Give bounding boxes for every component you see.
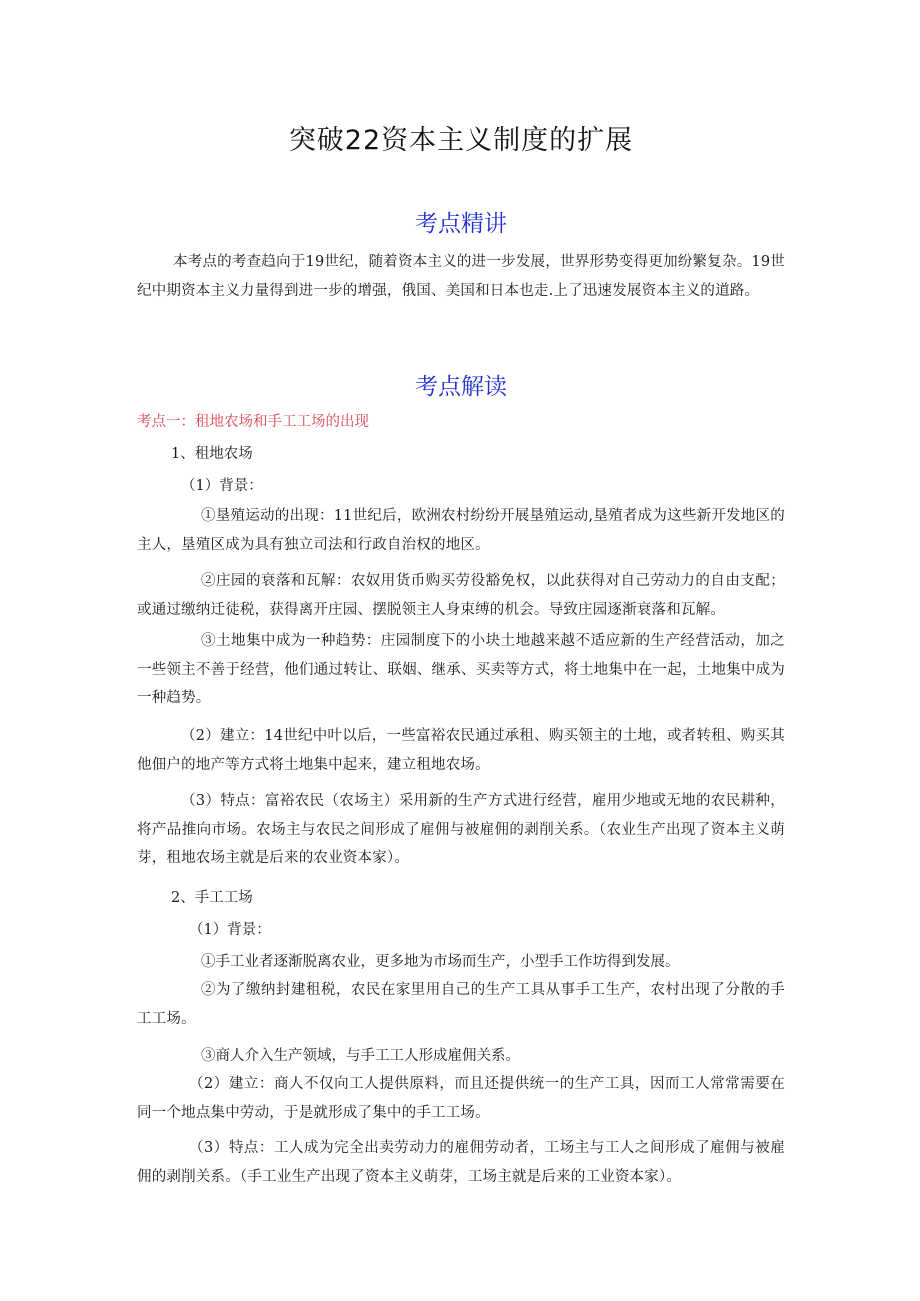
workshop-background-3: ③商人介入生产领域，与手工工人形成雇佣关系。 (201, 1048, 520, 1064)
farm-background-1: ①垦殖运动的出现：11世纪后，欧洲农村纷纷开展垦殖运动,垦殖者成为这些新开发地区的主人，垦殖区成为具有独立司法和行政自治权的地区。 (137, 508, 785, 553)
workshop-establish: （2）建立：商人不仅向工人提供原料，而且还提供统一的生产工具，因而工人常常需要在同一个地点集中劳动，于是就形成了集中的手工工场。 (137, 1076, 785, 1121)
intro-paragraph: 本考点的考查趋向于19世纪，随着资本主义的进一步发展，世界形势变得更加纷繁复杂。19世纪中期资本主义力量得到进一步的增强，俄国、美国和日本也走.上了迅速发展资本主义的道路。 (137, 254, 785, 299)
section-heading-key-points: 考点精讲 (415, 211, 507, 237)
farm-heading: 1、租地农场 (171, 446, 253, 462)
farm-establish: （2）建立：14世纪中叶以后，一些富裕农民通过承租、购买领主的土地，或者转租、购买其他佃户的地产等方式将土地集中起来，建立租地农场。 (137, 728, 785, 773)
farm-features: （3）特点：富裕农民（农场主）采用新的生产方式进行经营，雇用少地或无地的农民耕种，将产品推向市场。农场主与农民之间形成了雇佣与被雇佣的剥削关系。（农业生产出现了资本主义萌芽，租地农场主就是后来的农业资本家）。 (137, 793, 785, 866)
section-heading-interpretation: 考点解读 (415, 374, 507, 400)
workshop-background-2: ②为了缴纳封建租税，农民在家里用自己的生产工具从事手工生产，农村出现了分散的手工工场。 (137, 982, 785, 1027)
farm-background-3: ③土地集中成为一种趋势：庄园制度下的小块土地越来越不适应新的生产经营活动，加之一些领主不善于经营，他们通过转让、联姻、继承、买卖等方式，将土地集中在一起，土地集中成为一种趋势。 (137, 633, 785, 706)
workshop-heading: 2、手工工场 (171, 890, 253, 906)
workshop-features: （3）特点：工人成为完全出卖劳动力的雇佣劳动者，工场主与工人之间形成了雇佣与被雇佣的剥削关系。（手工业生产出现了资本主义萌芽，工场主就是后来的工业资本家）。 (137, 1140, 785, 1185)
farm-background-label: （1）背景： (181, 478, 263, 494)
farm-background-2: ②庄园的衰落和瓦解：农奴用货币购买劳役豁免权，以此获得对自己劳动力的自由支配；或通过缴纳迁徒税，获得离开庄园、摆脱领主人身束缚的机会。导致庄园逐渐衰落和瓦解。 (137, 573, 785, 618)
point1-title: 考点一：租地农场和手工工场的出现 (137, 414, 369, 430)
page-title: 突破22资本主义制度的扩展 (288, 125, 634, 156)
workshop-background-label: （1）背景： (189, 922, 271, 938)
workshop-background-1: ①手工业者逐渐脱离农业，更多地为市场而生产，小型手工作坊得到发展。 (201, 954, 680, 970)
